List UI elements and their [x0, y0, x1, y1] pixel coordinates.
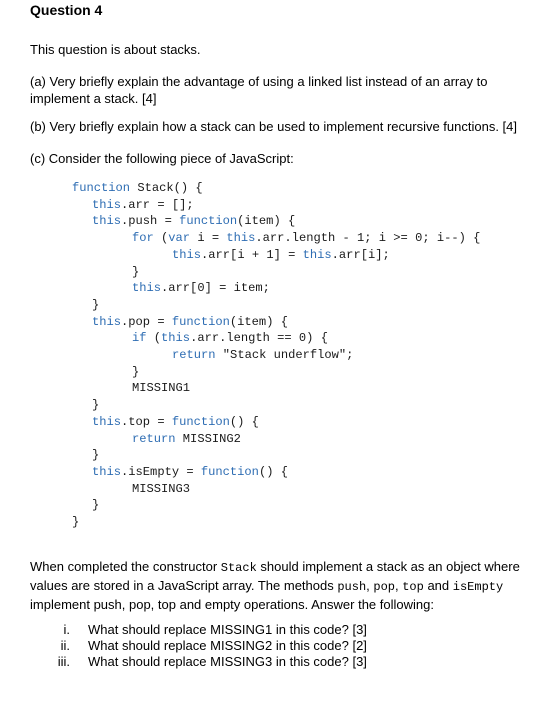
code-top: top	[402, 580, 424, 594]
code-isempty: isEmpty	[452, 580, 504, 594]
sub-question-number: iii.	[57, 654, 70, 669]
code-line: }	[92, 448, 100, 463]
when-text: When completed the constructor	[30, 559, 221, 574]
code-line: this.isEmpty = function() {	[92, 464, 288, 479]
code-line: function Stack() {	[72, 181, 203, 195]
when-text: ,	[366, 578, 374, 593]
when-text: ,	[395, 578, 403, 593]
code-line: return "Stack underflow";	[172, 348, 354, 362]
code-line: this.top = function() {	[92, 414, 259, 429]
when-completed-text	[30, 558, 525, 613]
part-a-text: (a) Very briefly explain the advantage of using a linked list instead of an array to implement a stack. [4]	[30, 74, 488, 106]
sub-question-text: What should replace MISSING1 in this code? [3]	[88, 622, 367, 637]
when-text: should implement a stack as an object where values are stored in a JavaScript array. The methods	[30, 559, 520, 593]
code-line: return MISSING2	[132, 431, 241, 446]
part-c-text: (c) Consider the following piece of JavaScript:	[30, 151, 294, 166]
question-title: Question 4	[30, 2, 103, 18]
code-push: push	[337, 580, 367, 594]
code-line: for (var i = this.arr.length - 1; i >= 0; i--) {	[132, 231, 481, 246]
code-line: }	[92, 398, 100, 413]
code-line: if (this.arr.length == 0) {	[132, 331, 328, 346]
code-line: }	[132, 364, 140, 379]
code-line: }	[132, 264, 140, 279]
when-text: implement push, pop, top and empty operations. Answer the following:	[30, 597, 434, 612]
code-stack: Stack	[220, 561, 257, 575]
code-line: this.arr[0] = item;	[132, 281, 270, 296]
code-line: MISSING3	[132, 481, 191, 496]
intro-text: This question is about stacks.	[30, 42, 201, 57]
sub-question-text: What should replace MISSING2 in this code? [2]	[88, 638, 367, 653]
code-pop: pop	[373, 580, 395, 594]
code-line: this.push = function(item) {	[92, 214, 296, 229]
code-line: MISSING1	[132, 381, 191, 396]
when-text: and	[423, 578, 453, 593]
code-line: }	[92, 297, 100, 312]
code-line: this.arr = [];	[92, 197, 194, 212]
sub-question-number: ii.	[60, 638, 70, 653]
sub-question-text: What should replace MISSING3 in this code? [3]	[88, 654, 367, 669]
part-b-text: (b) Very briefly explain how a stack can be used to implement recursive functions. [4]	[30, 119, 518, 134]
code-line: }	[72, 515, 80, 529]
code-line: this.pop = function(item) {	[92, 314, 288, 329]
code-line: this.arr[i + 1] = this.arr[i];	[172, 247, 390, 262]
sub-question-number: i.	[63, 622, 70, 637]
code-line: }	[92, 498, 100, 513]
